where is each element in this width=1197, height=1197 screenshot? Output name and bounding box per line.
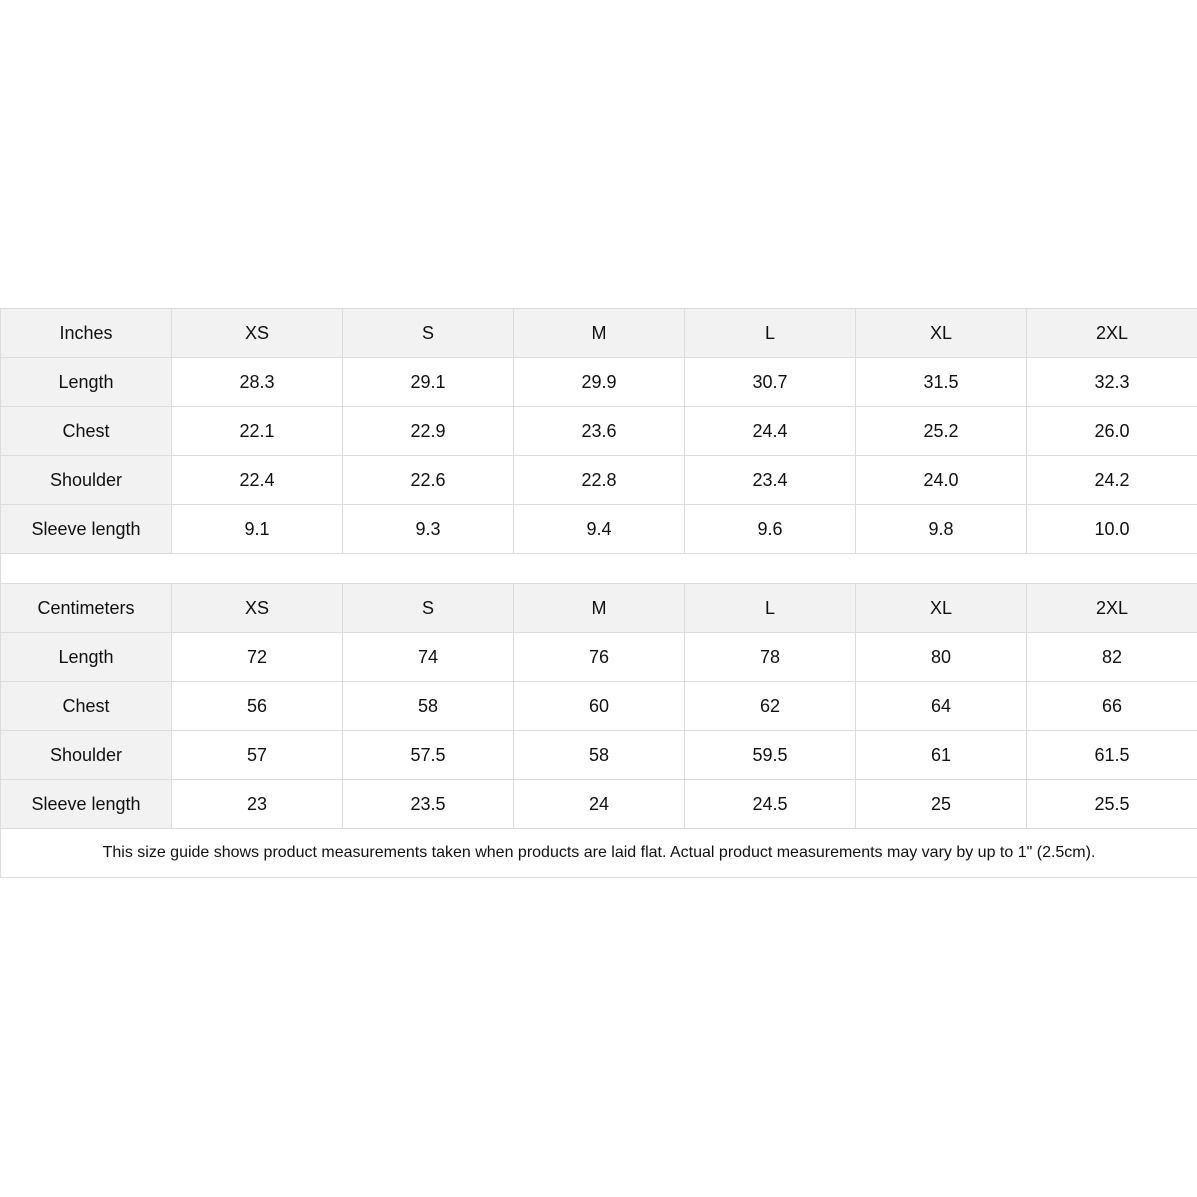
size-header-2xl: 2XL <box>1027 584 1197 633</box>
table-cell: 22.1 <box>172 407 343 456</box>
table-cell: 76 <box>514 633 685 682</box>
table-cell: 25 <box>856 780 1027 829</box>
size-guide-note: This size guide shows product measurements taken when products are laid flat. Actual product measurements may vary by up to 1" (2.5cm). <box>1 829 1197 878</box>
table-cell: 57.5 <box>343 731 514 780</box>
table-cell: 9.4 <box>514 505 685 554</box>
cm-unit-label: Centimeters <box>1 584 172 633</box>
cm-header-row <box>1 584 1197 633</box>
table-cell: 59.5 <box>685 731 856 780</box>
table-cell: 24.4 <box>685 407 856 456</box>
table-cell: 22.4 <box>172 456 343 505</box>
table-row <box>1 682 1197 731</box>
table-cell: 30.7 <box>685 358 856 407</box>
table-cell: 24.2 <box>1027 456 1197 505</box>
table-row <box>1 633 1197 682</box>
table-cell: 25.5 <box>1027 780 1197 829</box>
size-header-s: S <box>343 584 514 633</box>
table-cell: 57 <box>172 731 343 780</box>
table-row <box>1 358 1197 407</box>
table-cell: 22.6 <box>343 456 514 505</box>
table-row <box>1 505 1197 554</box>
row-label-sleeve-length: Sleeve length <box>1 780 172 829</box>
size-header-xs: XS <box>172 309 343 358</box>
row-label-shoulder: Shoulder <box>1 456 172 505</box>
table-cell: 32.3 <box>1027 358 1197 407</box>
table-cell: 80 <box>856 633 1027 682</box>
table-cell: 9.3 <box>343 505 514 554</box>
table-row <box>1 407 1197 456</box>
table-cell: 28.3 <box>172 358 343 407</box>
inches-unit-label: Inches <box>1 309 172 358</box>
table-cell: 72 <box>172 633 343 682</box>
table-cell: 61 <box>856 731 1027 780</box>
size-header-2xl: 2XL <box>1027 309 1197 358</box>
size-header-xl: XL <box>856 584 1027 633</box>
table-row <box>1 780 1197 829</box>
table-row <box>1 731 1197 780</box>
table-cell: 10.0 <box>1027 505 1197 554</box>
size-header-m: M <box>514 309 685 358</box>
table-cell: 22.8 <box>514 456 685 505</box>
row-label-chest: Chest <box>1 407 172 456</box>
table-cell: 9.1 <box>172 505 343 554</box>
table-cell: 74 <box>343 633 514 682</box>
inches-header-row <box>1 309 1197 358</box>
size-guide <box>0 308 1197 878</box>
table-spacer-row <box>1 554 1197 584</box>
table-cell: 61.5 <box>1027 731 1197 780</box>
table-cell: 62 <box>685 682 856 731</box>
table-cell: 24.5 <box>685 780 856 829</box>
table-cell: 24.0 <box>856 456 1027 505</box>
size-table <box>0 308 1197 878</box>
row-label-shoulder: Shoulder <box>1 731 172 780</box>
table-cell: 23 <box>172 780 343 829</box>
size-header-xl: XL <box>856 309 1027 358</box>
table-row <box>1 456 1197 505</box>
size-header-m: M <box>514 584 685 633</box>
spacer-cell <box>1 554 1197 584</box>
table-cell: 23.4 <box>685 456 856 505</box>
table-cell: 22.9 <box>343 407 514 456</box>
note-row <box>1 829 1197 878</box>
table-cell: 64 <box>856 682 1027 731</box>
table-cell: 56 <box>172 682 343 731</box>
table-cell: 60 <box>514 682 685 731</box>
table-cell: 82 <box>1027 633 1197 682</box>
table-cell: 29.9 <box>514 358 685 407</box>
size-header-l: L <box>685 584 856 633</box>
table-cell: 66 <box>1027 682 1197 731</box>
table-cell: 58 <box>343 682 514 731</box>
table-cell: 26.0 <box>1027 407 1197 456</box>
table-cell: 31.5 <box>856 358 1027 407</box>
table-cell: 25.2 <box>856 407 1027 456</box>
row-label-sleeve-length: Sleeve length <box>1 505 172 554</box>
table-cell: 78 <box>685 633 856 682</box>
table-cell: 29.1 <box>343 358 514 407</box>
table-cell: 23.5 <box>343 780 514 829</box>
row-label-length: Length <box>1 358 172 407</box>
table-cell: 9.8 <box>856 505 1027 554</box>
row-label-chest: Chest <box>1 682 172 731</box>
table-cell: 58 <box>514 731 685 780</box>
size-header-s: S <box>343 309 514 358</box>
size-header-l: L <box>685 309 856 358</box>
table-cell: 9.6 <box>685 505 856 554</box>
table-cell: 24 <box>514 780 685 829</box>
table-cell: 23.6 <box>514 407 685 456</box>
size-header-xs: XS <box>172 584 343 633</box>
row-label-length: Length <box>1 633 172 682</box>
